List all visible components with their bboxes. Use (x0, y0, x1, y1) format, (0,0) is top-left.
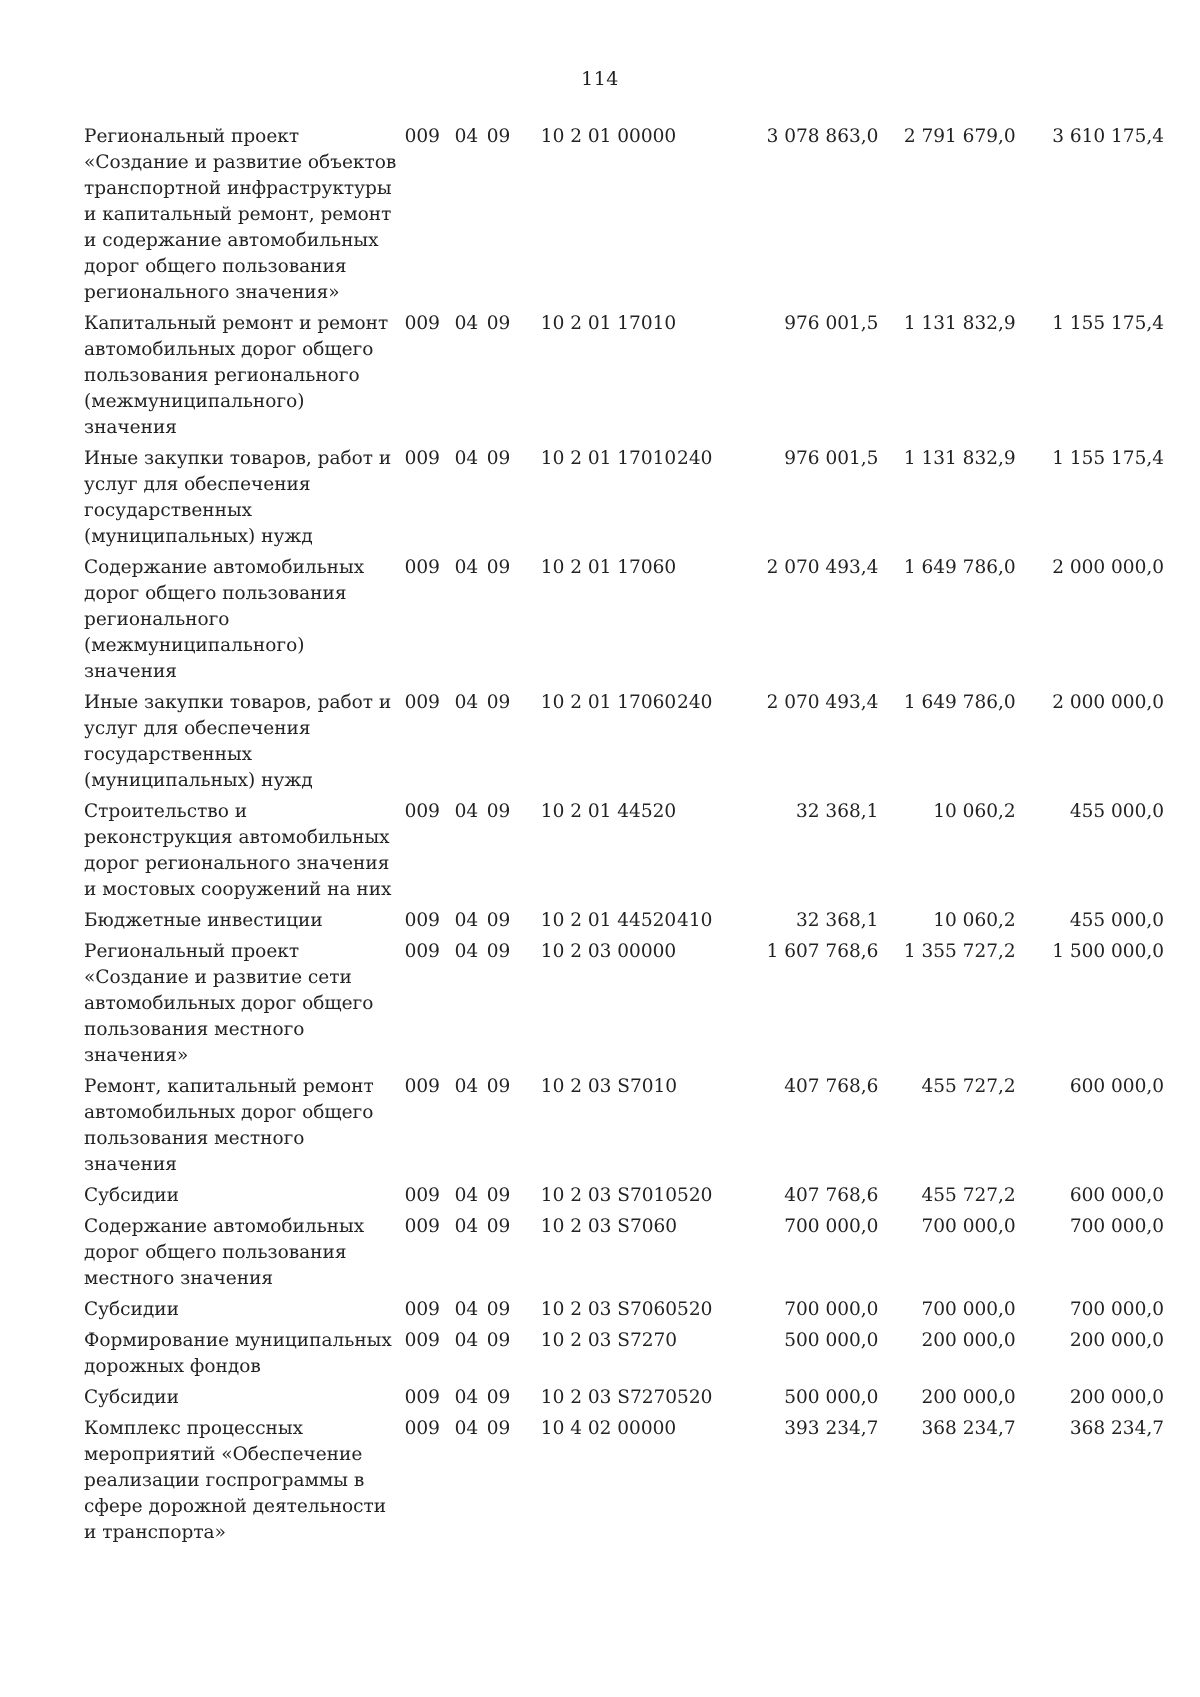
amount-year-2: 455 727,2 (921, 1076, 1016, 1097)
subsection-code: 09 (486, 126, 511, 147)
table-row (84, 1416, 1164, 1551)
section-code: 04 (454, 801, 479, 822)
ministry-code: 009 (404, 1076, 440, 1097)
amount-year-3: 600 000,0 (1069, 1185, 1164, 1206)
table-row (84, 908, 1164, 939)
target-article-code: 10 2 01 17010 (540, 313, 677, 334)
row-name: Формирование муниципальных дорожных фондов (84, 1330, 392, 1377)
section-code: 04 (454, 692, 479, 713)
table-row (84, 1385, 1164, 1416)
ministry-code: 009 (404, 448, 440, 469)
amount-year-1: 700 000,0 (784, 1216, 879, 1237)
row-name: Ремонт, капитальный ремонт автомобильных дорог общего пользования местного значения (84, 1076, 374, 1175)
subsection-code: 09 (486, 910, 511, 931)
target-article-code: 10 4 02 00000 (540, 1418, 677, 1439)
expense-type-code: 240 (677, 692, 713, 713)
target-article-code: 10 2 03 00000 (540, 941, 677, 962)
expense-type-code (677, 939, 731, 1074)
amount-year-1: 2 070 493,4 (766, 692, 879, 713)
ministry-code: 009 (404, 1299, 440, 1320)
table-row (84, 1328, 1164, 1385)
page-number: 114 (581, 68, 619, 90)
row-name: Иные закупки товаров, работ и услуг для обеспечения государственных (муниципальных) нужд (84, 448, 392, 547)
amount-year-2: 200 000,0 (921, 1387, 1016, 1408)
expense-type-code: 410 (677, 910, 713, 931)
ministry-code: 009 (404, 801, 440, 822)
expense-type-code (677, 1074, 731, 1183)
amount-year-2: 455 727,2 (921, 1185, 1016, 1206)
section-code: 04 (454, 557, 479, 578)
target-article-code: 10 2 03 S7270 (540, 1330, 678, 1351)
target-article-code: 10 2 01 00000 (540, 126, 677, 147)
amount-year-1: 700 000,0 (784, 1299, 879, 1320)
amount-year-3: 200 000,0 (1069, 1330, 1164, 1351)
row-name: Строительство и реконструкция автомобильных дорог регионального значения и мостовых сооружений на них (84, 801, 392, 900)
expense-type-code: 520 (677, 1185, 713, 1206)
amount-year-3: 700 000,0 (1069, 1216, 1164, 1237)
table-body (84, 124, 1164, 1551)
ministry-code: 009 (404, 313, 440, 334)
row-name: Региональный проект «Создание и развитие сети автомобильных дорог общего пользования местного значения» (84, 941, 374, 1066)
amount-year-2: 1 649 786,0 (903, 557, 1016, 578)
target-article-code: 10 2 01 44520 (540, 910, 677, 931)
ministry-code: 009 (404, 1330, 440, 1351)
amount-year-3: 1 155 175,4 (1052, 313, 1164, 334)
table-row (84, 799, 1164, 908)
amount-year-1: 407 768,6 (784, 1076, 879, 1097)
amount-year-3: 455 000,0 (1069, 801, 1164, 822)
amount-year-3: 2 000 000,0 (1052, 557, 1164, 578)
subsection-code: 09 (486, 1330, 511, 1351)
amount-year-2: 368 234,7 (921, 1418, 1016, 1439)
amount-year-2: 200 000,0 (921, 1330, 1016, 1351)
expense-type-code: 520 (677, 1387, 713, 1408)
expense-type-code (677, 124, 731, 311)
budget-table (84, 124, 1164, 1551)
amount-year-3: 3 610 175,4 (1052, 126, 1164, 147)
amount-year-2: 10 060,2 (933, 801, 1016, 822)
target-article-code: 10 2 01 44520 (540, 801, 677, 822)
row-name: Субсидии (84, 1185, 179, 1206)
ministry-code: 009 (404, 692, 440, 713)
row-name: Субсидии (84, 1299, 179, 1320)
amount-year-3: 368 234,7 (1069, 1418, 1164, 1439)
table-row (84, 124, 1164, 311)
amount-year-2: 1 131 832,9 (903, 448, 1016, 469)
target-article-code: 10 2 03 S7270 (540, 1387, 678, 1408)
ministry-code: 009 (404, 1418, 440, 1439)
row-name: Содержание автомобильных дорог общего пользования местного значения (84, 1216, 365, 1289)
target-article-code: 10 2 03 S7060 (540, 1216, 678, 1237)
amount-year-1: 32 368,1 (796, 801, 879, 822)
amount-year-2: 10 060,2 (933, 910, 1016, 931)
amount-year-2: 2 791 679,0 (903, 126, 1016, 147)
section-code: 04 (454, 1418, 479, 1439)
amount-year-3: 455 000,0 (1069, 910, 1164, 931)
expense-type-code: 240 (677, 448, 713, 469)
amount-year-1: 32 368,1 (796, 910, 879, 931)
table-row (84, 1183, 1164, 1214)
amount-year-1: 2 070 493,4 (766, 557, 879, 578)
subsection-code: 09 (486, 1299, 511, 1320)
amount-year-1: 3 078 863,0 (766, 126, 879, 147)
amount-year-2: 700 000,0 (921, 1216, 1016, 1237)
ministry-code: 009 (404, 557, 440, 578)
row-name: Содержание автомобильных дорог общего пользования регионального (межмуниципального) значения (84, 557, 365, 682)
target-article-code: 10 2 03 S7010 (540, 1076, 678, 1097)
ministry-code: 009 (404, 1185, 440, 1206)
section-code: 04 (454, 1185, 479, 1206)
section-code: 04 (454, 1076, 479, 1097)
target-article-code: 10 2 01 17010 (540, 448, 677, 469)
amount-year-3: 700 000,0 (1069, 1299, 1164, 1320)
amount-year-3: 1 500 000,0 (1052, 941, 1164, 962)
table-row (84, 1214, 1164, 1297)
amount-year-1: 1 607 768,6 (766, 941, 879, 962)
expense-type-code (677, 799, 731, 908)
amount-year-1: 500 000,0 (784, 1387, 879, 1408)
ministry-code: 009 (404, 910, 440, 931)
amount-year-3: 600 000,0 (1069, 1076, 1164, 1097)
section-code: 04 (454, 313, 479, 334)
subsection-code: 09 (486, 1216, 511, 1237)
section-code: 04 (454, 910, 479, 931)
expense-type-code (677, 555, 731, 690)
target-article-code: 10 2 03 S7010 (540, 1185, 678, 1206)
table-row (84, 1297, 1164, 1328)
row-name: Региональный проект «Создание и развитие объектов транспортной инфраструктуры и капитальный ремонт, ремонт и содержание автомобильных дорог общего пользования регионального значения» (84, 126, 397, 303)
amount-year-3: 2 000 000,0 (1052, 692, 1164, 713)
subsection-code: 09 (486, 1185, 511, 1206)
amount-year-1: 407 768,6 (784, 1185, 879, 1206)
table-row (84, 446, 1164, 555)
subsection-code: 09 (486, 557, 511, 578)
target-article-code: 10 2 01 17060 (540, 692, 677, 713)
section-code: 04 (454, 1387, 479, 1408)
section-code: 04 (454, 941, 479, 962)
target-article-code: 10 2 03 S7060 (540, 1299, 678, 1320)
row-name: Иные закупки товаров, работ и услуг для обеспечения государственных (муниципальных) нужд (84, 692, 392, 791)
ministry-code: 009 (404, 1216, 440, 1237)
subsection-code: 09 (486, 941, 511, 962)
ministry-code: 009 (404, 126, 440, 147)
expense-type-code (677, 1214, 731, 1297)
amount-year-3: 200 000,0 (1069, 1387, 1164, 1408)
subsection-code: 09 (486, 313, 511, 334)
table-row (84, 939, 1164, 1074)
subsection-code: 09 (486, 1418, 511, 1439)
amount-year-2: 1 649 786,0 (903, 692, 1016, 713)
subsection-code: 09 (486, 801, 511, 822)
expense-type-code: 520 (677, 1299, 713, 1320)
subsection-code: 09 (486, 692, 511, 713)
table-row (84, 555, 1164, 690)
subsection-code: 09 (486, 448, 511, 469)
expense-type-code (677, 1328, 731, 1385)
table-row (84, 690, 1164, 799)
section-code: 04 (454, 1330, 479, 1351)
table-row (84, 311, 1164, 446)
section-code: 04 (454, 1299, 479, 1320)
subsection-code: 09 (486, 1387, 511, 1408)
amount-year-2: 700 000,0 (921, 1299, 1016, 1320)
ministry-code: 009 (404, 941, 440, 962)
expense-type-code (677, 1416, 731, 1551)
amount-year-1: 976 001,5 (784, 313, 879, 334)
amount-year-3: 1 155 175,4 (1052, 448, 1164, 469)
section-code: 04 (454, 126, 479, 147)
target-article-code: 10 2 01 17060 (540, 557, 677, 578)
row-name: Бюджетные инвестиции (84, 910, 323, 931)
expense-type-code (677, 311, 731, 446)
row-name: Капитальный ремонт и ремонт автомобильных дорог общего пользования регионального (межмуниципального) значения (84, 313, 389, 438)
table-row (84, 1074, 1164, 1183)
amount-year-1: 500 000,0 (784, 1330, 879, 1351)
amount-year-2: 1 131 832,9 (903, 313, 1016, 334)
section-code: 04 (454, 1216, 479, 1237)
ministry-code: 009 (404, 1387, 440, 1408)
section-code: 04 (454, 448, 479, 469)
amount-year-1: 393 234,7 (784, 1418, 879, 1439)
amount-year-1: 976 001,5 (784, 448, 879, 469)
row-name: Субсидии (84, 1387, 179, 1408)
subsection-code: 09 (486, 1076, 511, 1097)
row-name: Комплекс процессных мероприятий «Обеспечение реализации госпрограммы в сфере дорожной деятельности и транспорта» (84, 1418, 387, 1543)
amount-year-2: 1 355 727,2 (903, 941, 1016, 962)
